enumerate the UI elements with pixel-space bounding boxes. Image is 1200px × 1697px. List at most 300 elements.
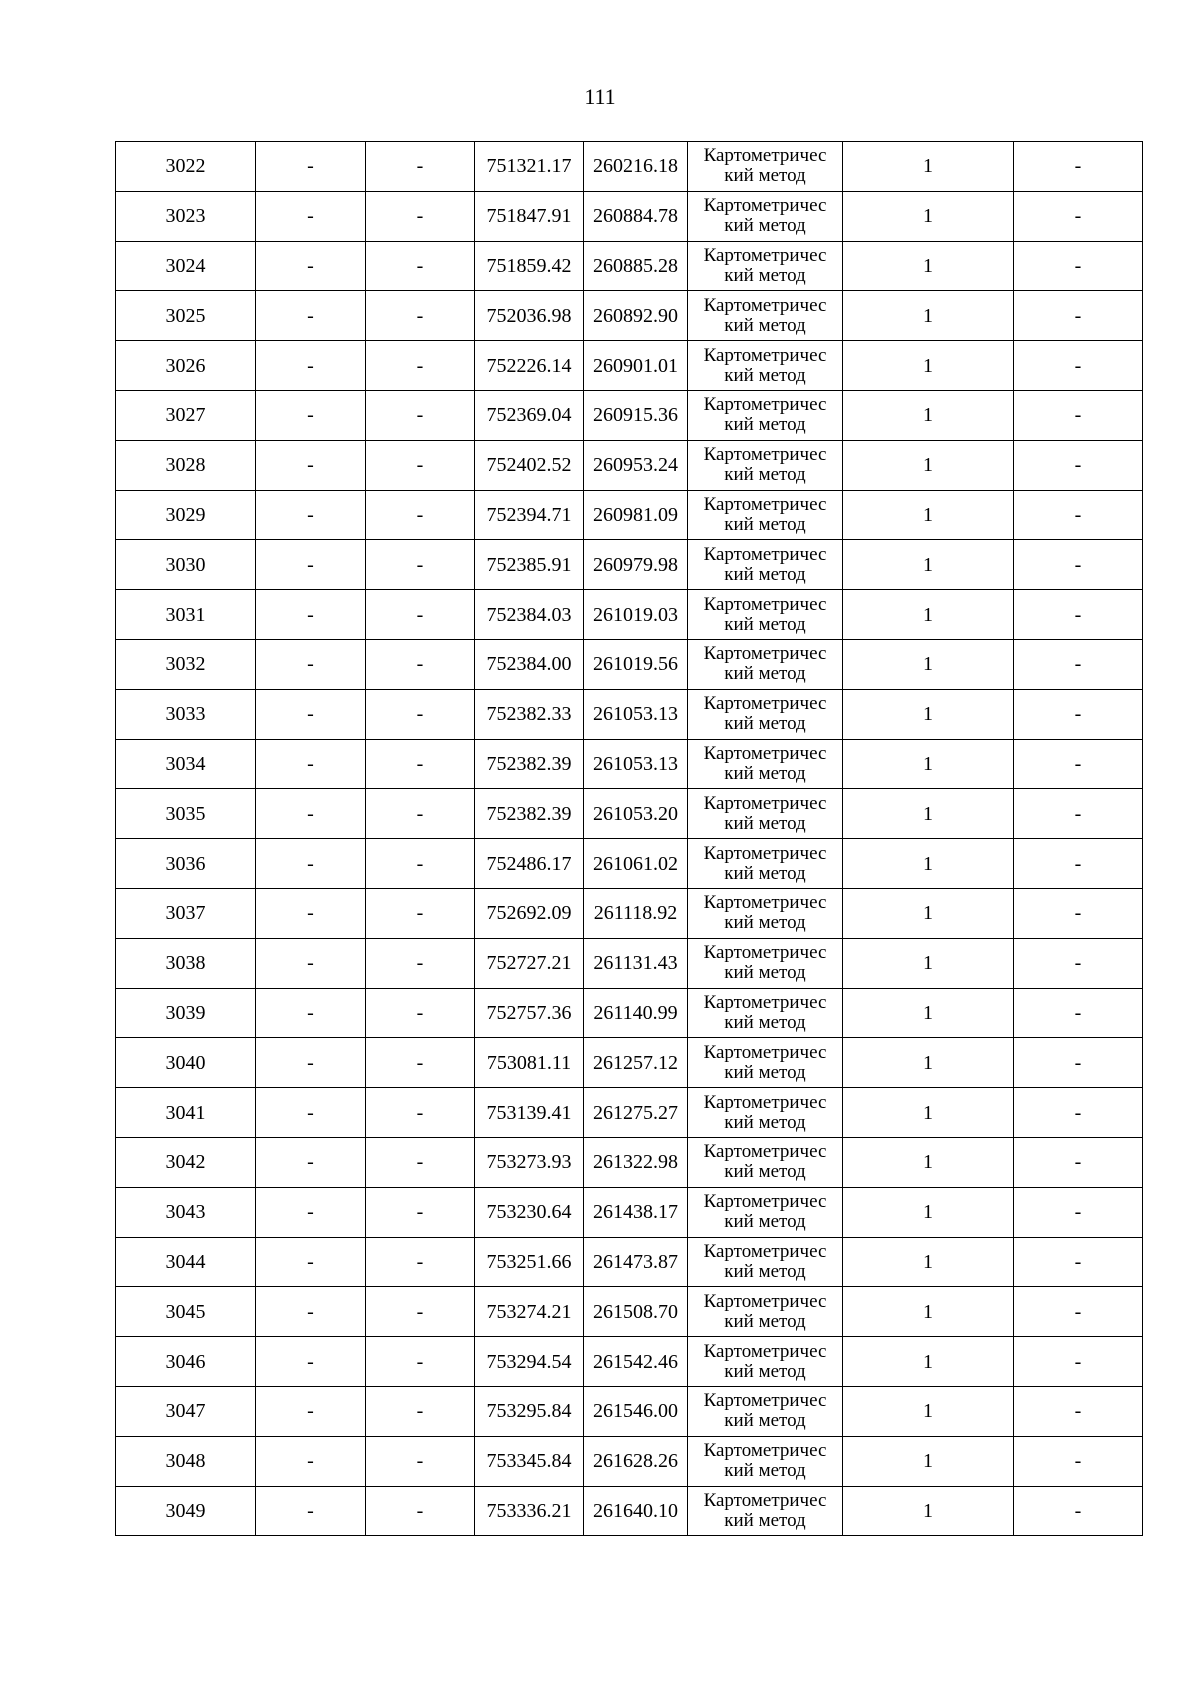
x-coordinate-cell: 752226.14 xyxy=(475,341,584,391)
accuracy-cell: 1 xyxy=(843,291,1014,341)
dash-cell: - xyxy=(366,590,475,640)
method-line-1: Картометричес xyxy=(703,394,827,416)
dash-cell: - xyxy=(256,739,366,789)
method-line-1: Картометричес xyxy=(703,1191,827,1213)
method-cell xyxy=(688,1337,843,1387)
table-row xyxy=(116,1137,1143,1187)
y-coordinate-cell: 261257.12 xyxy=(584,1038,688,1088)
method-line-1: Картометричес xyxy=(703,1091,827,1113)
dash-cell: - xyxy=(1014,341,1143,391)
point-number-cell: 3037 xyxy=(116,888,256,938)
method-line-2: кий метод xyxy=(724,962,806,984)
dash-cell: - xyxy=(1014,1337,1143,1387)
method-line-1: Картометричес xyxy=(703,1390,827,1412)
dash-cell: - xyxy=(1014,1287,1143,1337)
y-coordinate-cell: 261053.13 xyxy=(584,689,688,739)
dash-cell: - xyxy=(256,390,366,440)
point-number-cell: 3028 xyxy=(116,440,256,490)
method-line-2: кий метод xyxy=(724,364,806,386)
method-line-2: кий метод xyxy=(724,1211,806,1233)
method-line-2: кий метод xyxy=(724,1310,806,1332)
method-line-2: кий метод xyxy=(724,513,806,535)
x-coordinate-cell: 753294.54 xyxy=(475,1337,584,1387)
method-cell xyxy=(688,390,843,440)
y-coordinate-cell: 261508.70 xyxy=(584,1287,688,1337)
accuracy-cell: 1 xyxy=(843,1287,1014,1337)
dash-cell: - xyxy=(256,1386,366,1436)
method-cell xyxy=(688,888,843,938)
point-number-cell: 3030 xyxy=(116,540,256,590)
y-coordinate-cell: 261628.26 xyxy=(584,1436,688,1486)
y-coordinate-cell: 261118.92 xyxy=(584,888,688,938)
dash-cell: - xyxy=(256,241,366,291)
dash-cell: - xyxy=(1014,540,1143,590)
x-coordinate-cell: 753273.93 xyxy=(475,1137,584,1187)
point-number-cell: 3035 xyxy=(116,789,256,839)
point-number-cell: 3029 xyxy=(116,490,256,540)
method-line-2: кий метод xyxy=(724,613,806,635)
accuracy-cell: 1 xyxy=(843,390,1014,440)
point-number-cell: 3038 xyxy=(116,938,256,988)
table-row xyxy=(116,191,1143,241)
dash-cell: - xyxy=(256,440,366,490)
accuracy-cell: 1 xyxy=(843,1386,1014,1436)
y-coordinate-cell: 261322.98 xyxy=(584,1137,688,1187)
table-body xyxy=(116,142,1143,1536)
dash-cell: - xyxy=(256,1137,366,1187)
table-row xyxy=(116,1287,1143,1337)
accuracy-cell: 1 xyxy=(843,739,1014,789)
x-coordinate-cell: 752692.09 xyxy=(475,888,584,938)
method-line-1: Картометричес xyxy=(703,1340,827,1362)
method-line-2: кий метод xyxy=(724,862,806,884)
dash-cell: - xyxy=(1014,142,1143,192)
method-line-2: кий метод xyxy=(724,215,806,237)
point-number-cell: 3046 xyxy=(116,1337,256,1387)
dash-cell: - xyxy=(256,1486,366,1536)
dash-cell: - xyxy=(256,1287,366,1337)
table-row xyxy=(116,440,1143,490)
x-coordinate-cell: 752384.00 xyxy=(475,639,584,689)
table-row xyxy=(116,988,1143,1038)
table-row xyxy=(116,1088,1143,1138)
dash-cell: - xyxy=(1014,689,1143,739)
table-row xyxy=(116,1237,1143,1287)
x-coordinate-cell: 752385.91 xyxy=(475,540,584,590)
dash-cell: - xyxy=(366,1088,475,1138)
y-coordinate-cell: 261131.43 xyxy=(584,938,688,988)
dash-cell: - xyxy=(366,739,475,789)
dash-cell: - xyxy=(256,1237,366,1287)
dash-cell: - xyxy=(256,1038,366,1088)
dash-cell: - xyxy=(366,1436,475,1486)
accuracy-cell: 1 xyxy=(843,1137,1014,1187)
x-coordinate-cell: 751847.91 xyxy=(475,191,584,241)
accuracy-cell: 1 xyxy=(843,341,1014,391)
method-line-1: Картометричес xyxy=(703,1240,827,1262)
dash-cell: - xyxy=(1014,1137,1143,1187)
accuracy-cell: 1 xyxy=(843,1486,1014,1536)
dash-cell: - xyxy=(1014,739,1143,789)
method-cell xyxy=(688,839,843,889)
method-cell xyxy=(688,1237,843,1287)
method-cell xyxy=(688,789,843,839)
method-cell xyxy=(688,1486,843,1536)
method-line-1: Картометричес xyxy=(703,792,827,814)
y-coordinate-cell: 260953.24 xyxy=(584,440,688,490)
method-cell xyxy=(688,639,843,689)
method-cell xyxy=(688,1386,843,1436)
method-line-1: Картометричес xyxy=(703,145,827,167)
x-coordinate-cell: 752369.04 xyxy=(475,390,584,440)
method-cell xyxy=(688,1038,843,1088)
dash-cell: - xyxy=(366,341,475,391)
method-line-2: кий метод xyxy=(724,264,806,286)
dash-cell: - xyxy=(256,938,366,988)
method-cell xyxy=(688,291,843,341)
x-coordinate-cell: 752036.98 xyxy=(475,291,584,341)
x-coordinate-cell: 752382.39 xyxy=(475,739,584,789)
method-line-2: кий метод xyxy=(724,1460,806,1482)
table-row xyxy=(116,142,1143,192)
y-coordinate-cell: 260901.01 xyxy=(584,341,688,391)
dash-cell: - xyxy=(1014,839,1143,889)
method-line-1: Картометричес xyxy=(703,991,827,1013)
x-coordinate-cell: 753336.21 xyxy=(475,1486,584,1536)
dash-cell: - xyxy=(366,1386,475,1436)
point-number-cell: 3042 xyxy=(116,1137,256,1187)
dash-cell: - xyxy=(256,988,366,1038)
dash-cell: - xyxy=(1014,639,1143,689)
method-cell xyxy=(688,1436,843,1486)
point-number-cell: 3041 xyxy=(116,1088,256,1138)
point-number-cell: 3047 xyxy=(116,1386,256,1436)
method-cell xyxy=(688,191,843,241)
point-number-cell: 3024 xyxy=(116,241,256,291)
accuracy-cell: 1 xyxy=(843,888,1014,938)
dash-cell: - xyxy=(1014,1386,1143,1436)
dash-cell: - xyxy=(256,540,366,590)
method-line-1: Картометричес xyxy=(703,842,827,864)
method-line-2: кий метод xyxy=(724,165,806,187)
method-line-2: кий метод xyxy=(724,1509,806,1531)
dash-cell: - xyxy=(1014,191,1143,241)
accuracy-cell: 1 xyxy=(843,639,1014,689)
accuracy-cell: 1 xyxy=(843,191,1014,241)
dash-cell: - xyxy=(366,938,475,988)
accuracy-cell: 1 xyxy=(843,440,1014,490)
accuracy-cell: 1 xyxy=(843,1187,1014,1237)
method-line-1: Картометричес xyxy=(703,892,827,914)
method-line-1: Картометричес xyxy=(703,593,827,615)
accuracy-cell: 1 xyxy=(843,142,1014,192)
point-number-cell: 3049 xyxy=(116,1486,256,1536)
y-coordinate-cell: 260915.36 xyxy=(584,390,688,440)
method-cell xyxy=(688,1088,843,1138)
y-coordinate-cell: 261019.03 xyxy=(584,590,688,640)
accuracy-cell: 1 xyxy=(843,590,1014,640)
method-line-1: Картометричес xyxy=(703,294,827,316)
point-number-cell: 3033 xyxy=(116,689,256,739)
method-line-2: кий метод xyxy=(724,1161,806,1183)
point-number-cell: 3023 xyxy=(116,191,256,241)
x-coordinate-cell: 752382.39 xyxy=(475,789,584,839)
point-number-cell: 3036 xyxy=(116,839,256,889)
y-coordinate-cell: 260981.09 xyxy=(584,490,688,540)
method-line-1: Картометричес xyxy=(703,942,827,964)
dash-cell: - xyxy=(366,241,475,291)
point-number-cell: 3043 xyxy=(116,1187,256,1237)
method-cell xyxy=(688,440,843,490)
dash-cell: - xyxy=(256,142,366,192)
method-line-2: кий метод xyxy=(724,314,806,336)
y-coordinate-cell: 261640.10 xyxy=(584,1486,688,1536)
table-row xyxy=(116,540,1143,590)
dash-cell: - xyxy=(256,191,366,241)
y-coordinate-cell: 261542.46 xyxy=(584,1337,688,1387)
coordinates-table xyxy=(115,141,1143,1536)
accuracy-cell: 1 xyxy=(843,938,1014,988)
table-row xyxy=(116,789,1143,839)
dash-cell: - xyxy=(366,1187,475,1237)
x-coordinate-cell: 753230.64 xyxy=(475,1187,584,1237)
dash-cell: - xyxy=(256,1337,366,1387)
dash-cell: - xyxy=(256,839,366,889)
page-number: 111 xyxy=(584,84,616,109)
y-coordinate-cell: 260216.18 xyxy=(584,142,688,192)
dash-cell: - xyxy=(366,191,475,241)
dash-cell: - xyxy=(1014,789,1143,839)
table-row xyxy=(116,1436,1143,1486)
method-line-1: Картометричес xyxy=(703,195,827,217)
accuracy-cell: 1 xyxy=(843,1038,1014,1088)
dash-cell: - xyxy=(366,291,475,341)
dash-cell: - xyxy=(1014,888,1143,938)
method-cell xyxy=(688,689,843,739)
x-coordinate-cell: 752727.21 xyxy=(475,938,584,988)
method-line-2: кий метод xyxy=(724,812,806,834)
dash-cell: - xyxy=(256,689,366,739)
x-coordinate-cell: 753081.11 xyxy=(475,1038,584,1088)
point-number-cell: 3031 xyxy=(116,590,256,640)
dash-cell: - xyxy=(256,590,366,640)
dash-cell: - xyxy=(256,490,366,540)
point-number-cell: 3044 xyxy=(116,1237,256,1287)
dash-cell: - xyxy=(1014,1237,1143,1287)
method-cell xyxy=(688,590,843,640)
accuracy-cell: 1 xyxy=(843,1436,1014,1486)
method-line-1: Картометричес xyxy=(703,244,827,266)
method-line-2: кий метод xyxy=(724,713,806,735)
table-row xyxy=(116,390,1143,440)
method-cell xyxy=(688,490,843,540)
dash-cell: - xyxy=(1014,1038,1143,1088)
dash-cell: - xyxy=(1014,1187,1143,1237)
dash-cell: - xyxy=(366,689,475,739)
accuracy-cell: 1 xyxy=(843,1337,1014,1387)
table-row xyxy=(116,291,1143,341)
method-line-1: Картометричес xyxy=(703,493,827,515)
table-row xyxy=(116,1486,1143,1536)
dash-cell: - xyxy=(366,1287,475,1337)
table-row xyxy=(116,689,1143,739)
point-number-cell: 3026 xyxy=(116,341,256,391)
table-row xyxy=(116,1038,1143,1088)
x-coordinate-cell: 752402.52 xyxy=(475,440,584,490)
table-row xyxy=(116,341,1143,391)
dash-cell: - xyxy=(1014,1088,1143,1138)
x-coordinate-cell: 751859.42 xyxy=(475,241,584,291)
table-row xyxy=(116,639,1143,689)
table-row xyxy=(116,888,1143,938)
dash-cell: - xyxy=(256,639,366,689)
method-line-2: кий метод xyxy=(724,1260,806,1282)
dash-cell: - xyxy=(1014,1486,1143,1536)
dash-cell: - xyxy=(366,888,475,938)
point-number-cell: 3022 xyxy=(116,142,256,192)
x-coordinate-cell: 752486.17 xyxy=(475,839,584,889)
x-coordinate-cell: 751321.17 xyxy=(475,142,584,192)
dash-cell: - xyxy=(366,1137,475,1187)
dash-cell: - xyxy=(1014,291,1143,341)
method-line-2: кий метод xyxy=(724,1410,806,1432)
method-cell xyxy=(688,241,843,291)
method-cell xyxy=(688,1137,843,1187)
dash-cell: - xyxy=(256,789,366,839)
dash-cell: - xyxy=(366,142,475,192)
table-row xyxy=(116,1187,1143,1237)
method-cell xyxy=(688,988,843,1038)
method-line-1: Картометричес xyxy=(703,543,827,565)
x-coordinate-cell: 752757.36 xyxy=(475,988,584,1038)
y-coordinate-cell: 261438.17 xyxy=(584,1187,688,1237)
method-line-2: кий метод xyxy=(724,414,806,436)
table-row xyxy=(116,739,1143,789)
dash-cell: - xyxy=(366,1486,475,1536)
table-row xyxy=(116,839,1143,889)
dash-cell: - xyxy=(366,490,475,540)
x-coordinate-cell: 752382.33 xyxy=(475,689,584,739)
table-row xyxy=(116,241,1143,291)
x-coordinate-cell: 753139.41 xyxy=(475,1088,584,1138)
method-line-2: кий метод xyxy=(724,1111,806,1133)
dash-cell: - xyxy=(366,839,475,889)
accuracy-cell: 1 xyxy=(843,1088,1014,1138)
table-row xyxy=(116,490,1143,540)
method-line-1: Картометричес xyxy=(703,1141,827,1163)
method-line-2: кий метод xyxy=(724,762,806,784)
dash-cell: - xyxy=(256,1187,366,1237)
y-coordinate-cell: 261140.99 xyxy=(584,988,688,1038)
dash-cell: - xyxy=(256,291,366,341)
x-coordinate-cell: 752384.03 xyxy=(475,590,584,640)
dash-cell: - xyxy=(1014,390,1143,440)
method-line-2: кий метод xyxy=(724,663,806,685)
point-number-cell: 3045 xyxy=(116,1287,256,1337)
method-line-1: Картометричес xyxy=(703,693,827,715)
y-coordinate-cell: 261473.87 xyxy=(584,1237,688,1287)
x-coordinate-cell: 753345.84 xyxy=(475,1436,584,1486)
point-number-cell: 3040 xyxy=(116,1038,256,1088)
table-row xyxy=(116,590,1143,640)
x-coordinate-cell: 753295.84 xyxy=(475,1386,584,1436)
accuracy-cell: 1 xyxy=(843,241,1014,291)
dash-cell: - xyxy=(256,341,366,391)
method-cell xyxy=(688,1287,843,1337)
accuracy-cell: 1 xyxy=(843,1237,1014,1287)
point-number-cell: 3027 xyxy=(116,390,256,440)
x-coordinate-cell: 753251.66 xyxy=(475,1237,584,1287)
x-coordinate-cell: 752394.71 xyxy=(475,490,584,540)
dash-cell: - xyxy=(1014,490,1143,540)
accuracy-cell: 1 xyxy=(843,490,1014,540)
y-coordinate-cell: 261053.13 xyxy=(584,739,688,789)
dash-cell: - xyxy=(366,639,475,689)
method-line-2: кий метод xyxy=(724,1011,806,1033)
accuracy-cell: 1 xyxy=(843,540,1014,590)
method-line-1: Картометричес xyxy=(703,1440,827,1462)
dash-cell: - xyxy=(366,789,475,839)
x-coordinate-cell: 753274.21 xyxy=(475,1287,584,1337)
method-cell xyxy=(688,341,843,391)
dash-cell: - xyxy=(366,440,475,490)
method-line-1: Картометричес xyxy=(703,1041,827,1063)
y-coordinate-cell: 260892.90 xyxy=(584,291,688,341)
dash-cell: - xyxy=(1014,938,1143,988)
accuracy-cell: 1 xyxy=(843,689,1014,739)
dash-cell: - xyxy=(1014,590,1143,640)
table-row xyxy=(116,1337,1143,1387)
dash-cell: - xyxy=(366,1038,475,1088)
y-coordinate-cell: 260884.78 xyxy=(584,191,688,241)
dash-cell: - xyxy=(366,540,475,590)
dash-cell: - xyxy=(366,988,475,1038)
y-coordinate-cell: 261053.20 xyxy=(584,789,688,839)
y-coordinate-cell: 261546.00 xyxy=(584,1386,688,1436)
dash-cell: - xyxy=(256,1436,366,1486)
accuracy-cell: 1 xyxy=(843,839,1014,889)
table-row xyxy=(116,938,1143,988)
accuracy-cell: 1 xyxy=(843,789,1014,839)
y-coordinate-cell: 260885.28 xyxy=(584,241,688,291)
method-cell xyxy=(688,540,843,590)
method-line-1: Картометричес xyxy=(703,643,827,665)
dash-cell: - xyxy=(366,1237,475,1287)
method-cell xyxy=(688,1187,843,1237)
point-number-cell: 3032 xyxy=(116,639,256,689)
dash-cell: - xyxy=(1014,241,1143,291)
point-number-cell: 3039 xyxy=(116,988,256,1038)
method-line-2: кий метод xyxy=(724,464,806,486)
method-line-1: Картометричес xyxy=(703,344,827,366)
point-number-cell: 3034 xyxy=(116,739,256,789)
method-line-2: кий метод xyxy=(724,1360,806,1382)
method-line-1: Картометричес xyxy=(703,444,827,466)
y-coordinate-cell: 261019.56 xyxy=(584,639,688,689)
dash-cell: - xyxy=(256,888,366,938)
dash-cell: - xyxy=(256,1088,366,1138)
dash-cell: - xyxy=(1014,988,1143,1038)
method-cell xyxy=(688,142,843,192)
method-line-1: Картометричес xyxy=(703,1290,827,1312)
method-line-2: кий метод xyxy=(724,1061,806,1083)
dash-cell: - xyxy=(366,390,475,440)
method-cell xyxy=(688,938,843,988)
y-coordinate-cell: 260979.98 xyxy=(584,540,688,590)
dash-cell: - xyxy=(1014,440,1143,490)
method-line-2: кий метод xyxy=(724,563,806,585)
point-number-cell: 3048 xyxy=(116,1436,256,1486)
